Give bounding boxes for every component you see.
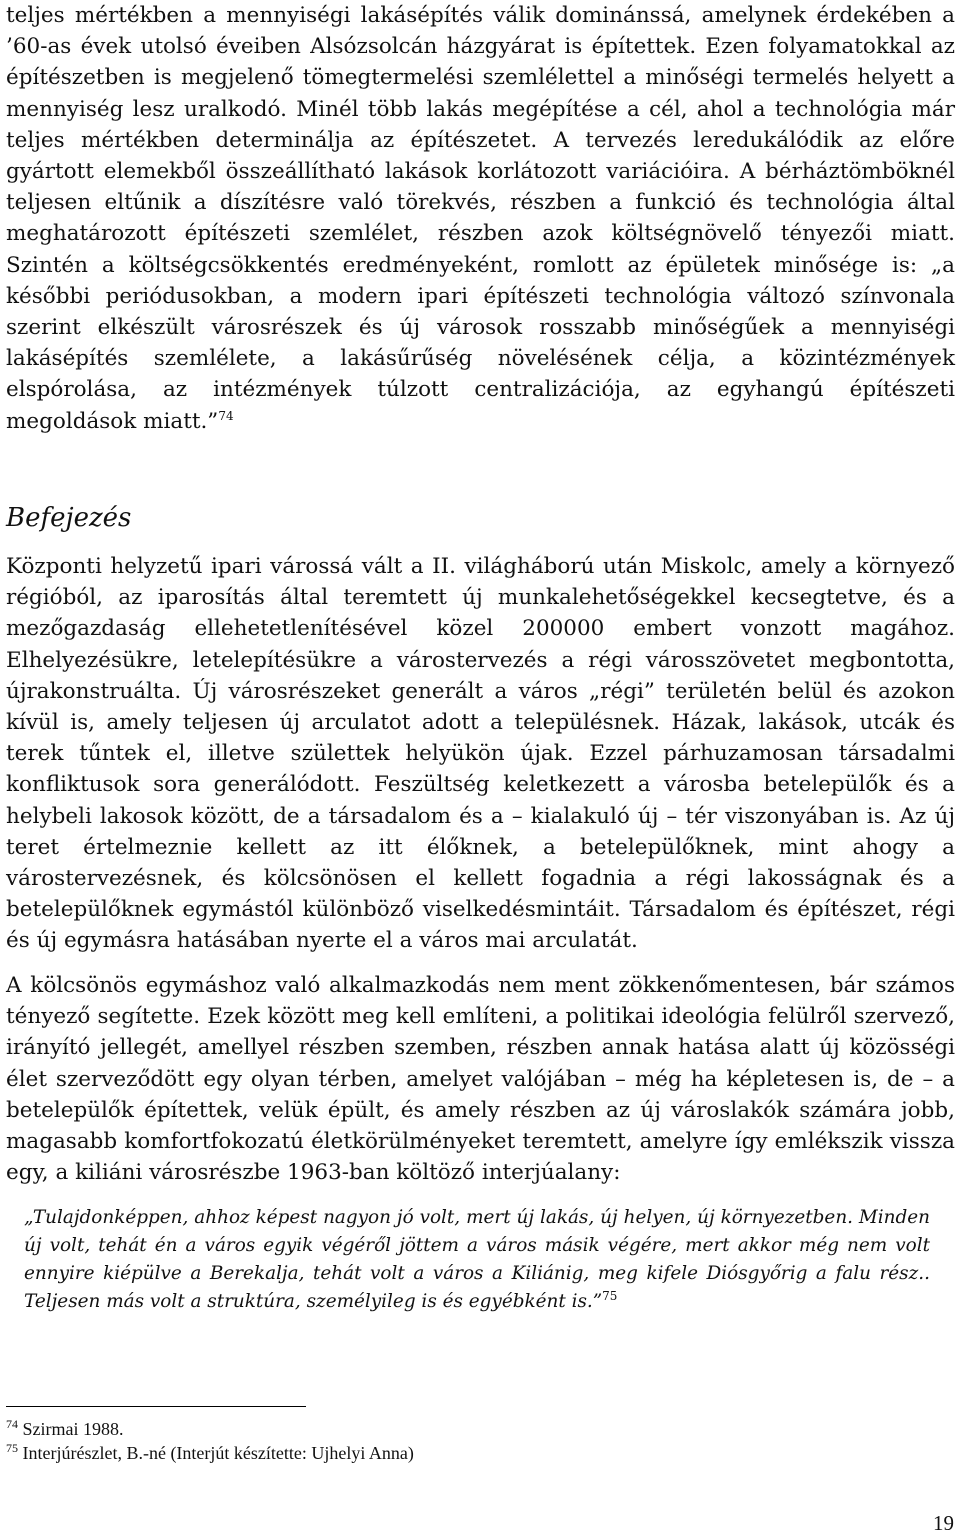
footnote-reference[interactable]: 75 — [602, 1288, 618, 1303]
footnote-reference[interactable]: 74 — [218, 408, 234, 423]
body-paragraph: A kölcsönös egymáshoz való alkalmazkodás nem ment zökkenőmentesen, bár számos tényező segítette. Ezek között meg kell említeni, a politikai ideológia felülről szervező, irányító jellegét, amellyel részben szemben, részben annak hatása alatt új közösségi élet szerveződött egy olyan térben, amelyet valójában – még ha képletesen is, de – a betelepülők építettek, velük épült, és amely részben az új városlakók számára jobb, magasabb komfortfokozatú életkörülményeket teremtett, amelyre így emlékszik vissza egy, a kiliáni városrészbe 1963-ban költöző interjúalany: — [6, 973, 955, 1186]
footnote — [6, 1418, 124, 1440]
interview-quote — [24, 1204, 930, 1316]
paragraph-text: teljes mértékben a mennyiségi lakásépítés válik dominánssá, amelynek érdekében a ’60-as évek utolsó éveiben Alsózsolcán házgyárat is építettek. Ezen folyamatokkal az építészetben is megjelenő tömegtermelési szemlélettel a minőségi termelés helyett a mennyiség lesz uralkodó. Minél több lakás megépítése a cél, ahol a technológia már teljes mértékben determinálja az építészetet. A tervezés leredukálódik az előre gyártott elemekből összeállítható lakások korlátozott variációira. A bérháztömböknél teljesen eltűnik a díszítésre való törekvés, részben a funkció és technológia által meghatározott építészeti szemlélet, részben azok költségnövelő tényezői miatt. Szintén a költségcsökkentés eredményeként, romlott az épületek minősége is: „a későbbi periódusokban, a modern ipari építészeti technológia változó színvonala szerint elkészült városrészek és új városok rosszabb minőségűek a mennyiségi lakásépítés szemlélete, a lakásűrűség növelésének célja, a közintézmények elspórolása, az intézmények túlzott centralizációja, az egyhangú építészeti megoldások miatt.” — [6, 3, 955, 434]
quote-text: „Tulajdonképpen, ahhoz képest nagyon jó volt, mert új lakás, új helyen, új környezetben. Minden új volt, tehát én a város egyik végéről jöttem a város másik végére, mert akkor még nem volt ennyire kiépülve a Berekalja, tehát volt a város a Kiliánig, meg kifele Diósgyőrig a falu rész.. Teljesen más volt a struktúra, személyileg is és egyébként is.” — [24, 1207, 930, 1312]
footnote-separator — [6, 1406, 306, 1407]
body-paragraph — [6, 0, 955, 437]
section-heading: Befejezés — [6, 503, 132, 533]
body-paragraph: Központi helyzetű ipari várossá vált a II. világháború után Miskolc, amely a környező régióból, az iparosítás által teremtett új munkalehetőségekkel kecsegtetve, és a mezőgazdaság ellehetetlenítésével közel 200000 embert vonzott magához. Elhelyezésükre, letelepítésükre a várostervezés a régi városszövetet megbontotta, újrakonstruálta. Új városrészeket generált a város „régi” területén belül és azokon kívül is, amely teljesen új arculatot adott a településnek. Házak, lakások, utcák és terek tűntek el, illetve születtek helyükön újak. Ezzel párhuzamosan társadalmi konfliktusok sora generálódott. Feszültség keletkezett a városba betelepülők és a helybeli lakosok között, de a társadalom és a – kialakuló új – tér viszonyában is. Az új teret értelmeznie kellett az itt élőknek, a betelepülőknek, mint ahogy a várostervezésnek, és kölcsönösen el kellett fogadnia a régi lakosságnak és a betelepülőknek egymástól különböző viselkedésmintáit. Társadalom és építészet, régi és új egymásra hatásában nyerte el a város mai arculatát. — [6, 554, 955, 954]
footnote-mark: 74 — [6, 1417, 18, 1431]
footnote — [6, 1442, 414, 1464]
footnote-text: Szirmai 1988. — [22, 1419, 124, 1439]
footnote-mark: 75 — [6, 1441, 18, 1455]
footnote-text: Interjúrészlet, B.-né (Interjút készítette: Ujhelyi Anna) — [22, 1443, 414, 1463]
page-number: 19 — [933, 1511, 954, 1535]
